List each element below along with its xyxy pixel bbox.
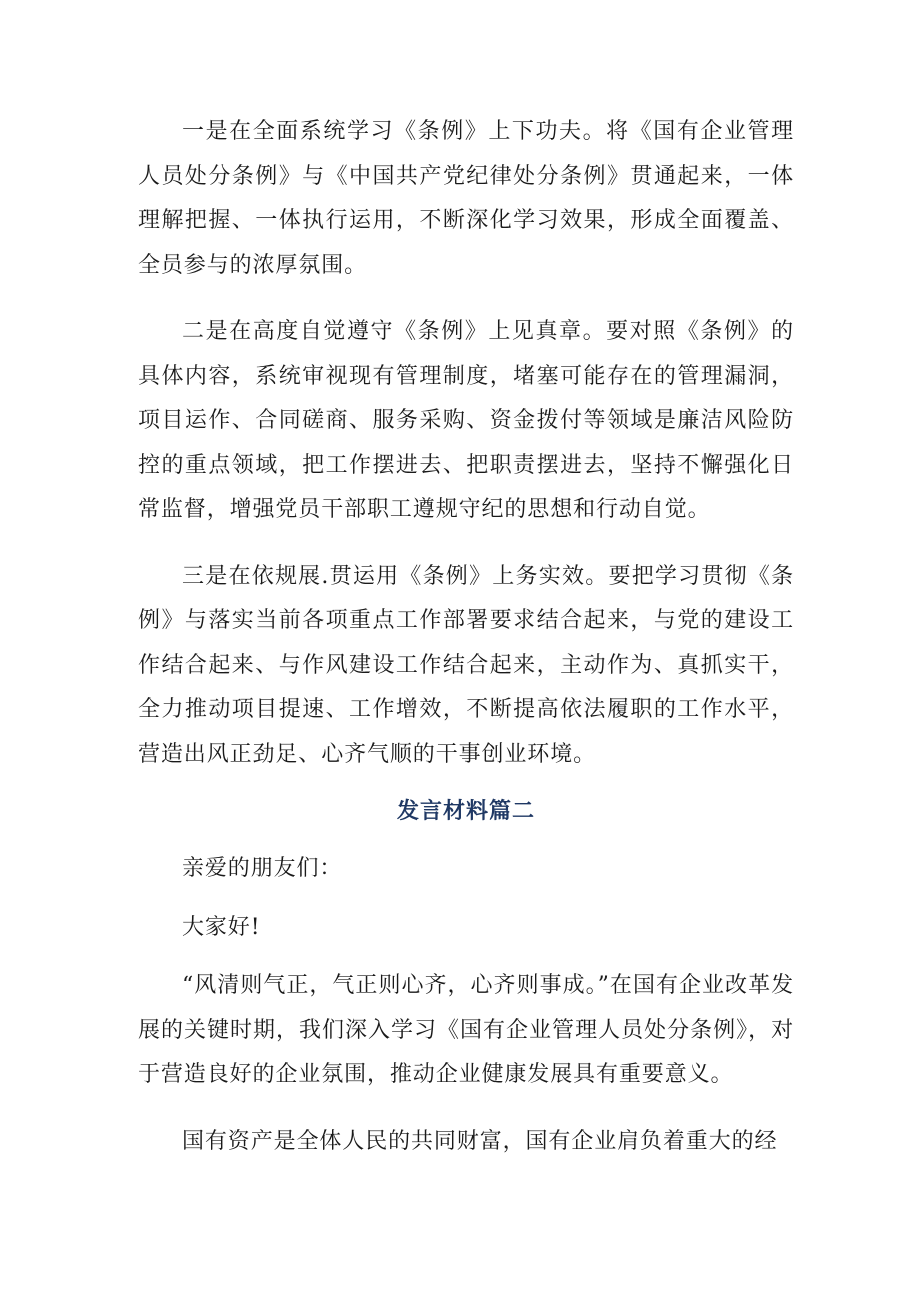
paragraph-greeting: 亲爱的朋友们：	[182, 856, 343, 881]
section-heading: 发言材料篇二	[396, 798, 535, 824]
paragraph-state-assets: 国有资产是全体人民的共同财富，国有企业肩负着重大的经	[182, 1128, 778, 1154]
paragraph-hello: 大家好!	[182, 914, 261, 940]
document-page	[138, 110, 794, 1164]
paragraph-study-regulation: 一是在全面系统学习《条例》上下功夫。将《国有企业管理人员处分条例》与《中国共产党纪律处分条例》贯通起来，一体理解把握、一体执行运用，不断深化学习效果，形成全面覆盖、全员参与的浓厚氛围。	[138, 119, 794, 278]
paragraph-intro: “风清则气正，气正则心齐，心齐则事成。”在国有企业改革发展的关键时期，我们深入学习《国有企业管理人员处分条例》，对于营造良好的企业氛围，推动企业健康发展具有重要意义。	[138, 973, 794, 1087]
paragraph-comply-regulation: 二是在高度自觉遵守《条例》上见真章。要对照《条例》的具体内容，系统审视现有管理制度，堵塞可能存在的管理漏洞，项目运作、合同磋商、服务采购、资金拨付等领域是廉洁风险防控的重点领域，把工作摆进去、把职责摆进去，坚持不懈强化日常监督，增强党员干部职工遵规守纪的思想和行动自觉。	[138, 319, 794, 522]
paragraph-apply-regulation: 三是在依规展.贯运用《条例》上务实效。要把学习贯彻《条例》与落实当前各项重点工作部署要求结合起来，与党的建设工作结合起来、与作风建设工作结合起来，主动作为、真抓实干，全力推动项目提速、工作增效，不断提高依法履职的工作水平，营造出风正劲足、心齐气顺的干事创业环境。	[138, 563, 794, 767]
